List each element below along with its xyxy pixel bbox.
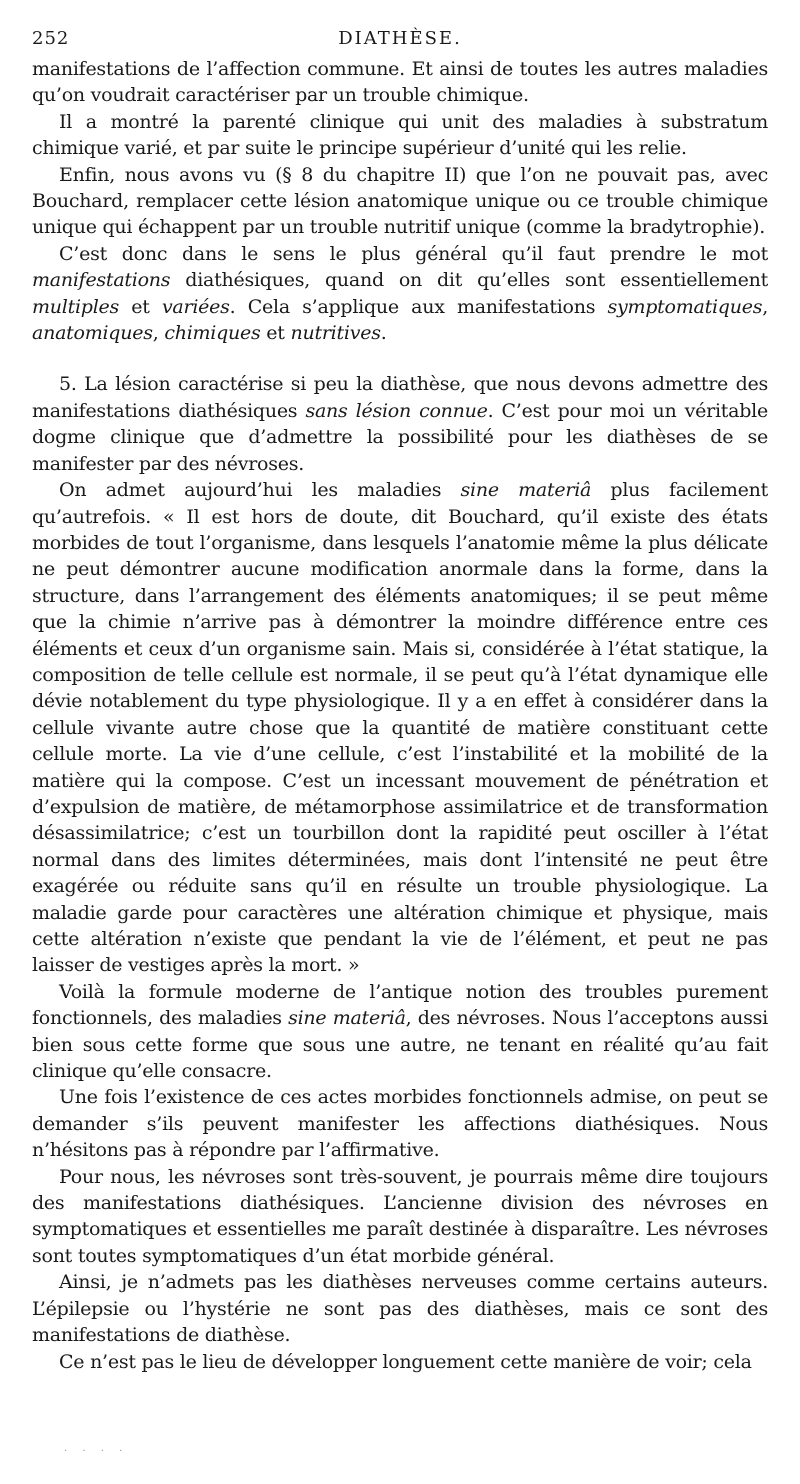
paragraph bbox=[32, 56, 768, 109]
running-title: DIATHÈSE. bbox=[338, 28, 462, 49]
book-page bbox=[32, 28, 768, 1375]
paragraph bbox=[32, 162, 768, 241]
paragraph bbox=[32, 1084, 768, 1163]
text-run: Enfin, nous avons vu (§ 8 du chapitre II) que l’on ne pouvait pas, avec Bouchard, remplacer cette lésion anatomique unique ou ce trouble chimique unique qui échappent par un trouble nutritif unique (comme la bradytrophie). bbox=[32, 163, 768, 239]
text-run: Il a montré la parenté clinique qui unit des maladies à substratum chimique varié, et par suite le principe supérieur d’unité qui les relie. bbox=[32, 110, 768, 160]
paragraph bbox=[32, 477, 768, 979]
paragraph bbox=[32, 241, 768, 347]
text-run: et bbox=[260, 322, 291, 345]
italic-run: multiples bbox=[32, 295, 120, 318]
italic-run: manifestations bbox=[32, 269, 171, 292]
italic-run: sine materiâ bbox=[460, 479, 592, 502]
running-head bbox=[32, 28, 768, 56]
text-run: Une fois l’existence de ces actes morbides fonctionnels admise, on peut se demander s’ils peuvent manifester les affections diathésiques. Nous n’hésitons pas à répondre par l’affirmative. bbox=[32, 1086, 768, 1162]
text-run: Ce n’est pas le lieu de développer longuement cette manière de voir; cela bbox=[59, 1350, 752, 1373]
text-run: , bbox=[762, 295, 768, 318]
text-run: Ainsi, je n’admets pas les diathèses nerveuses comme certains auteurs. L’épilepsie ou l’hystérie ne sont pas des diathèses, mais ce sont des manifestations de diathèse. bbox=[32, 1271, 768, 1347]
text-run: Voilà la formule moderne de l’antique notion des troubles purement fonctionnels, des maladies bbox=[32, 980, 768, 1030]
paragraph bbox=[32, 979, 768, 1085]
text-run: 5. La lésion caractérise si peu la diathèse, que nous devons admettre des manifestations diathésiques bbox=[32, 373, 768, 422]
paragraph bbox=[32, 109, 768, 162]
text-run: manifestations de l’affection commune. Et ainsi de toutes les autres maladies qu’on voudrait caractériser par un trouble chimique. bbox=[32, 58, 768, 107]
text-run: . Cela s’applique aux manifestations bbox=[229, 295, 608, 318]
paragraph bbox=[32, 1349, 768, 1375]
text-run: , des névroses. Nous l’acceptons aussi bien sous cette forme que sous une autre, ne tenant en réalité qu’au fait clinique qu’elle consacre. bbox=[32, 1007, 768, 1083]
page-number: 252 bbox=[32, 28, 70, 49]
italic-run: chimiques bbox=[164, 322, 261, 345]
paragraph bbox=[32, 371, 768, 477]
italic-run: variées bbox=[161, 295, 230, 318]
italic-run: nutritives bbox=[290, 322, 381, 345]
text-run: . bbox=[380, 322, 387, 345]
text-run: diathésiques, quand on dit qu’elles sont essentiellement bbox=[170, 269, 768, 292]
text-run: et bbox=[119, 295, 162, 318]
text-run: plus facilement qu’autrefois. « Il est hors de doute, dit Bouchard, qu’il existe des états morbides de tout l’organisme, dans lesquels l’anatomie même la plus délicate ne peut démontrer aucune modification anormale dans la forme, dans la structure, dans l’arrangement des éléments anatomiques; il se peut même que la chimie n’arrive pas à démontrer la moindre différence entre ces éléments et ceux d’un organisme sain. Mais si, considérée à l’état statique, la composition de telle cellule est normale, il se peut qu’à l’état dynamique elle dévie notablement du type physiologique. Il y a en effet à considérer dans la cellule vivante autre chose que la quantité de matière constituant cette cellule morte. La vie d’une cellule, c’est l’instabilité et la mobilité de la matière qui la compose. C’est un incessant mouvement de pénétration et d’expulsion de matière, de métamorphose assimilatrice et de transformation désassimilatrice; c’est un tourbillon dont la rapidité peut osciller à l’état normal dans des limites déterminées, mais dont l’intensité ne peut être exagérée ou réduite sans qu’il en résulte un trouble physiologique. La maladie garde pour caractères une altération chimique et physique, mais cette altération n’existe que pendant la vie de l’élément, et peut ne pas laisser de vestiges après la mort. » bbox=[32, 479, 769, 977]
text-run: C’est donc dans le sens le plus général qu’il faut prendre le mot bbox=[59, 242, 768, 265]
paragraph bbox=[32, 1269, 768, 1348]
text-run: Pour nous, les névroses sont très-souvent, je pourrais même dire toujours des manifestations diathésiques. L’ancienne division des névroses en symptomatiques et essentielles me paraît destinée à disparaître. Les névroses sont toutes symptomatiques d’un état morbide général. bbox=[32, 1165, 768, 1267]
body-text bbox=[32, 56, 768, 1375]
text-run: . C’est pour moi un véritable dogme clinique que d’admettre la possibilité pour les diathèses de se manifester par des névroses. bbox=[32, 399, 768, 475]
paragraph bbox=[32, 1164, 768, 1270]
text-run: , bbox=[152, 322, 165, 345]
scan-marks: · · · · bbox=[64, 1446, 129, 1457]
italic-run: sans lésion connue bbox=[305, 399, 488, 422]
text-run: On admet aujourd’hui les maladies bbox=[59, 479, 461, 502]
italic-run: sine materiâ bbox=[288, 1007, 406, 1030]
italic-run: anatomiques bbox=[32, 322, 153, 345]
italic-run: symptomatiques bbox=[607, 295, 763, 318]
